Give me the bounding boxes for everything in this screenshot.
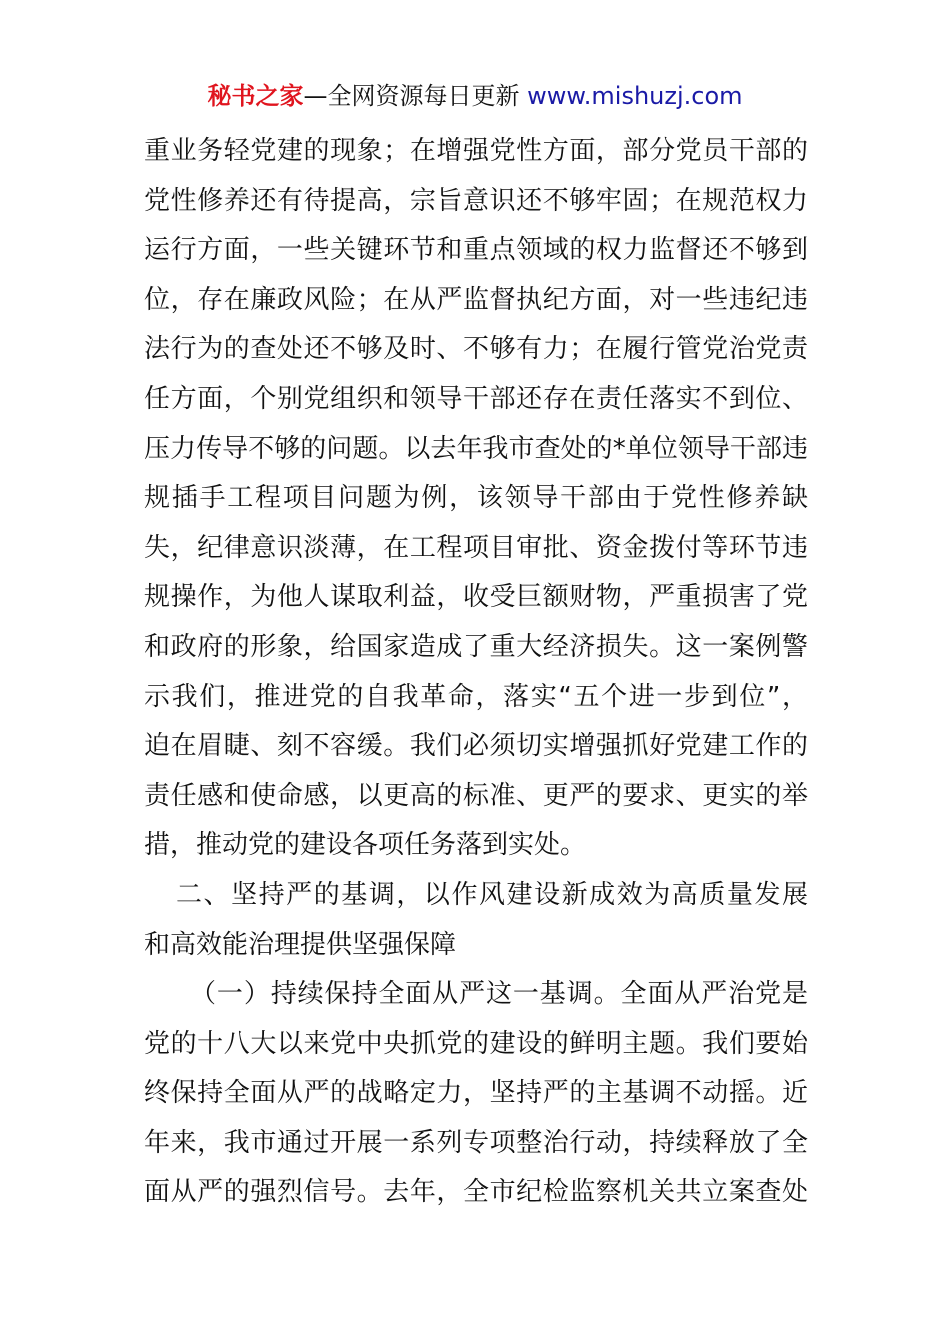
text-line: 年来，我市通过开展一系列专项整治行动，持续释放了全 bbox=[144, 1127, 808, 1158]
site-header bbox=[0, 78, 950, 114]
text-line: 终保持全面从严的战略定力，坚持严的主基调不动摇。近 bbox=[144, 1078, 808, 1109]
text-line: 运行方面，一些关键环节和重点领域的权力监督还不够到 bbox=[144, 235, 808, 266]
text-line: 规插手工程项目问题为例，该领导干部由于党性修养缺 bbox=[144, 483, 808, 514]
text-line: 迫在眉睫、刻不容缓。我们必须切实增强抓好党建工作的 bbox=[144, 731, 808, 762]
text-line: 压力传导不够的问题。以去年我市查处的*单位领导干部违 bbox=[144, 433, 808, 464]
text-line: 和政府的形象，给国家造成了重大经济损失。这一案例警 bbox=[144, 631, 808, 662]
text-line: 示我们，推进党的自我革命，落实“五个进一步到位”， bbox=[144, 681, 808, 712]
text-line: 失，纪律意识淡薄，在工程项目审批、资金拨付等环节违 bbox=[144, 532, 808, 563]
text-line: 任方面，个别党组织和领导干部还存在责任落实不到位、 bbox=[144, 383, 808, 414]
text-line: 位，存在廉政风险；在从严监督执纪方面，对一些违纪违 bbox=[144, 284, 808, 315]
site-url-link[interactable]: www.mishuzj.com bbox=[527, 82, 743, 110]
text-line: 重业务轻党建的现象；在增强党性方面，部分党员干部的 bbox=[144, 136, 808, 166]
text-line: （一）持续保持全面从严这一基调。全面从严治党是 bbox=[190, 979, 808, 1010]
site-tagline: —全网资源每日更新 bbox=[303, 82, 528, 110]
section-heading-line: 二、坚持严的基调，以作风建设新成效为高质量发展 bbox=[176, 879, 808, 910]
site-brand: 秘书之家 bbox=[207, 82, 304, 110]
text-line: 措，推动党的建设各项任务落到实处。 bbox=[144, 830, 587, 861]
text-line: 党性修养还有待提高，宗旨意识还不够牢固；在规范权力 bbox=[144, 185, 808, 216]
section-heading-line: 和高效能治理提供坚强保障 bbox=[144, 929, 457, 960]
text-line: 党的十八大以来党中央抓党的建设的鲜明主题。我们要始 bbox=[144, 1028, 808, 1059]
text-line: 规操作，为他人谋取利益，收受巨额财物，严重损害了党 bbox=[144, 582, 808, 613]
text-line: 法行为的查处还不够及时、不够有力；在履行管党治党责 bbox=[144, 334, 808, 365]
text-line: 面从严的强烈信号。去年，全市纪检监察机关共立案查处 bbox=[144, 1177, 808, 1208]
document-body bbox=[144, 127, 808, 1218]
text-line: 责任感和使命感，以更高的标准、更严的要求、更实的举 bbox=[144, 780, 808, 811]
